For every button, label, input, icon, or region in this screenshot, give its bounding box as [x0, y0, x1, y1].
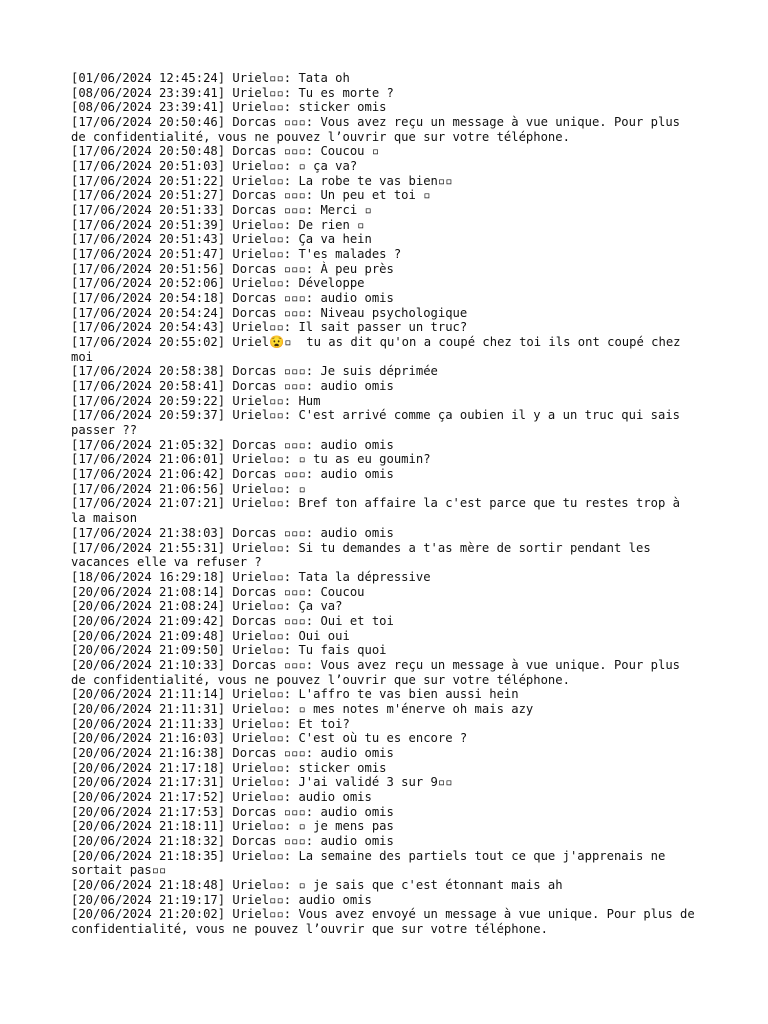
chat-line: [20/06/2024 21:19:17] Uriel▫▫: audio omis [71, 892, 372, 907]
chat-line: [17/06/2024 20:51:43] Uriel▫▫: Ça va hein [71, 232, 372, 247]
chat-line: [17/06/2024 21:06:42] Dorcas ▫▫▫: audio omis [71, 467, 394, 482]
chat-line: [17/06/2024 21:06:56] Uriel▫▫: ▫ [71, 481, 306, 496]
chat-line: [20/06/2024 21:17:18] Uriel▫▫: sticker omis [71, 760, 387, 775]
chat-line: [17/06/2024 20:51:33] Dorcas ▫▫▫: Merci ▫ [71, 203, 372, 218]
chat-line: [08/06/2024 23:39:41] Uriel▫▫: Tu es morte ? [71, 85, 394, 100]
chat-line: [17/06/2024 20:51:27] Dorcas ▫▫▫: Un peu et toi ▫ [71, 188, 431, 203]
chat-line: [20/06/2024 21:11:33] Uriel▫▫: Et toi? [71, 716, 350, 731]
chat-line: [20/06/2024 21:17:31] Uriel▫▫: J'ai validé 3 sur 9▫▫ [71, 775, 453, 790]
chat-line: [20/06/2024 21:18:48] Uriel▫▫: ▫ je sais que c'est étonnant mais ah [71, 877, 563, 892]
chat-line: [20/06/2024 21:10:33] Dorcas ▫▫▫: Vous avez reçu un message à vue unique. Pour plus de confidentialité, vous ne pouvez l’ouvrir que sur votre téléphone. [71, 657, 688, 687]
chat-line: [17/06/2024 20:52:06] Uriel▫▫: Développe [71, 276, 365, 291]
chat-line: [17/06/2024 20:55:02] Uriel😧▫ tu as dit qu'on a coupé chez toi ils ont coupé chez moi [71, 335, 688, 364]
chat-line: [17/06/2024 21:07:21] Uriel▫▫: Bref ton affaire la c'est parce que tu restes trop à la maison [71, 496, 688, 526]
chat-transcript [71, 71, 701, 937]
chat-line: [18/06/2024 16:29:18] Uriel▫▫: Tata la dépressive [71, 569, 431, 584]
chat-line: [17/06/2024 20:51:22] Uriel▫▫: La robe te vas bien▫▫ [71, 173, 453, 188]
chat-line: [17/06/2024 20:51:39] Uriel▫▫: De rien ▫ [71, 217, 365, 232]
chat-line: [17/06/2024 20:59:37] Uriel▫▫: C'est arrivé comme ça oubien il y a un truc qui sais passer ?? [71, 408, 688, 438]
chat-line: [08/06/2024 23:39:41] Uriel▫▫: sticker omis [71, 100, 387, 115]
chat-line: [17/06/2024 20:54:18] Dorcas ▫▫▫: audio omis [71, 291, 394, 306]
chat-line: [20/06/2024 21:18:11] Uriel▫▫: ▫ je mens pas [71, 819, 394, 834]
chat-line: [20/06/2024 21:18:35] Uriel▫▫: La semaine des partiels tout ce que j'apprenais ne sortait pas▫▫ [71, 848, 673, 878]
chat-line: [17/06/2024 20:58:41] Dorcas ▫▫▫: audio omis [71, 379, 394, 394]
chat-line: [17/06/2024 20:54:43] Uriel▫▫: Il sait passer un truc? [71, 320, 468, 335]
chat-line: [20/06/2024 21:11:14] Uriel▫▫: L'affro te vas bien aussi hein [71, 687, 519, 702]
chat-line: [20/06/2024 21:11:31] Uriel▫▫: ▫ mes notes m'énerve oh mais azy [71, 701, 534, 716]
chat-line: [20/06/2024 21:08:14] Dorcas ▫▫▫: Coucou [71, 584, 365, 599]
chat-line: [17/06/2024 21:05:32] Dorcas ▫▫▫: audio omis [71, 437, 394, 452]
chat-line: [20/06/2024 21:08:24] Uriel▫▫: Ça va? [71, 599, 343, 614]
chat-line: [20/06/2024 21:09:42] Dorcas ▫▫▫: Oui et toi [71, 613, 394, 628]
chat-line: [17/06/2024 20:54:24] Dorcas ▫▫▫: Niveau psychologique [71, 305, 468, 320]
chat-line: [20/06/2024 21:16:38] Dorcas ▫▫▫: audio omis [71, 745, 394, 760]
chat-line: [01/06/2024 12:45:24] Uriel▫▫: Tata oh [71, 71, 350, 85]
chat-line: [17/06/2024 20:59:22] Uriel▫▫: Hum [71, 393, 321, 408]
chat-line: [17/06/2024 20:58:38] Dorcas ▫▫▫: Je suis déprimée [71, 364, 438, 379]
chat-line: [17/06/2024 20:51:03] Uriel▫▫: ▫ ça va? [71, 159, 358, 174]
chat-line: [17/06/2024 20:51:56] Dorcas ▫▫▫: À peu près [71, 261, 394, 276]
chat-line: [20/06/2024 21:09:48] Uriel▫▫: Oui oui [71, 628, 350, 643]
chat-line: [20/06/2024 21:17:53] Dorcas ▫▫▫: audio omis [71, 804, 394, 819]
chat-line: [20/06/2024 21:16:03] Uriel▫▫: C'est où tu es encore ? [71, 731, 468, 746]
chat-line: [17/06/2024 21:55:31] Uriel▫▫: Si tu demandes a t'as mère de sortir pendant les vacances elle va refuser ? [71, 540, 659, 570]
chat-line: [20/06/2024 21:09:50] Uriel▫▫: Tu fais quoi [71, 643, 387, 658]
chat-line: [17/06/2024 20:50:48] Dorcas ▫▫▫: Coucou ▫ [71, 144, 380, 159]
chat-line: [17/06/2024 21:06:01] Uriel▫▫: ▫ tu as eu goumin? [71, 452, 431, 467]
chat-line: [20/06/2024 21:17:52] Uriel▫▫: audio omis [71, 789, 372, 804]
chat-line: [17/06/2024 20:50:46] Dorcas ▫▫▫: Vous avez reçu un message à vue unique. Pour plus de confidentialité, vous ne pouvez l’ouvrir que sur votre téléphone. [71, 115, 688, 144]
chat-line: [20/06/2024 21:18:32] Dorcas ▫▫▫: audio omis [71, 833, 394, 848]
chat-line: [17/06/2024 21:38:03] Dorcas ▫▫▫: audio omis [71, 525, 394, 540]
chat-line: [20/06/2024 21:20:02] Uriel▫▫: Vous avez envoyé un message à vue unique. Pour plus de confidentialité, vous ne pouvez l’ouvrir que sur votre téléphone. [71, 907, 703, 936]
chat-line: [17/06/2024 20:51:47] Uriel▫▫: T'es malades ? [71, 247, 402, 262]
